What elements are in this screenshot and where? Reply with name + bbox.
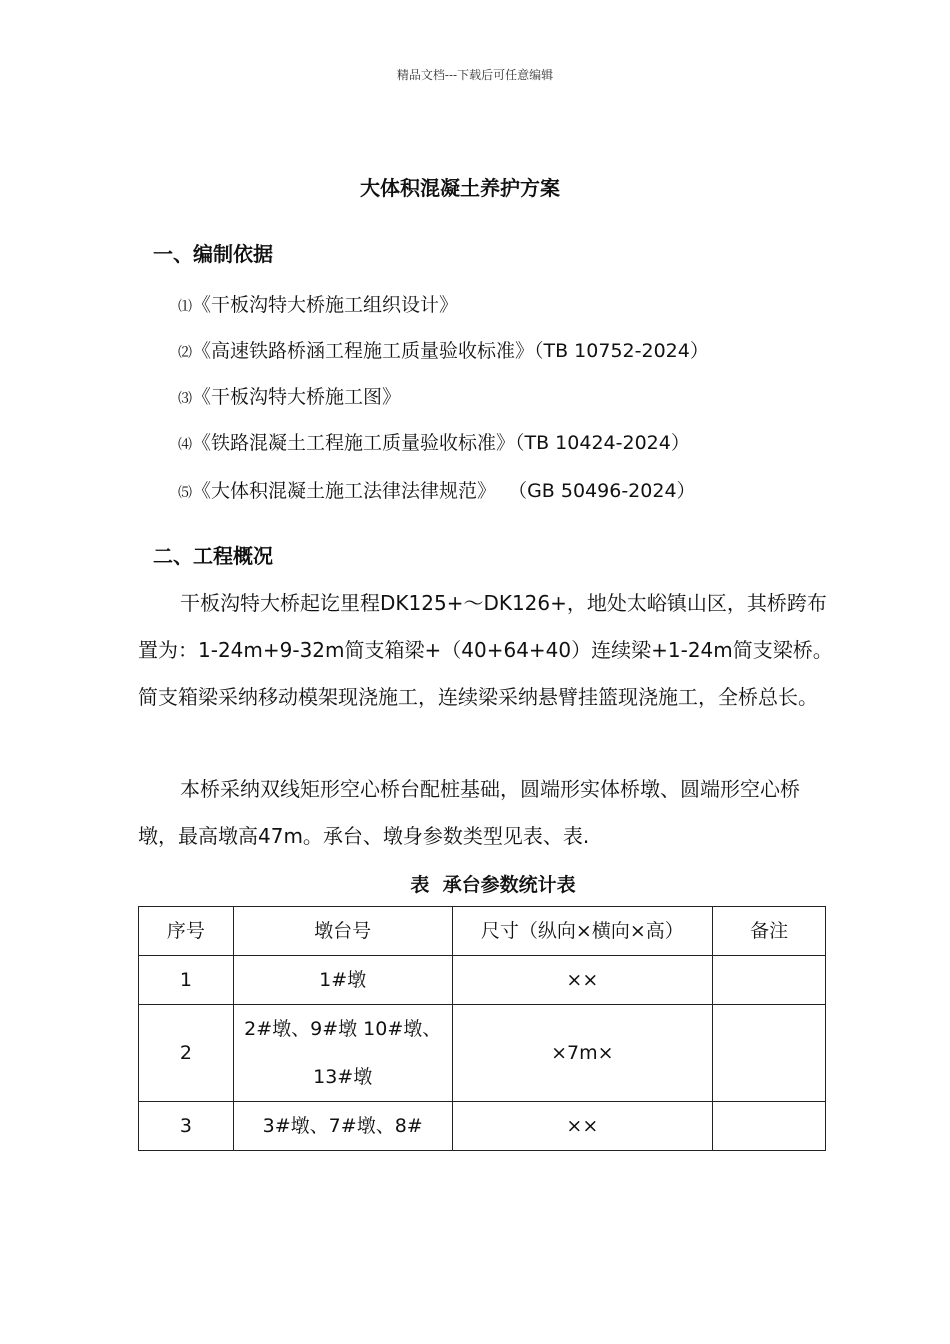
overview-paragraph-2: 本桥采纳双线矩形空心桥台配桩基础，圆端形实体桥墩、圆端形空心桥墩，最高墩高47m。承台、墩身参数类型见表、表. [138,777,800,848]
reference-number: ⑴ [178,299,192,315]
table-cell [713,1102,826,1151]
reference-text: 《大体积混凝土施工法律法律规范》 （GB 50496-2024） [192,480,696,502]
table-caption: 表 承台参数统计表 [410,874,576,896]
reference-number: ⑸ [178,485,192,501]
header-cell-pier: 墩台号 [233,907,452,956]
header-cell-size: 尺寸（纵向×横向×高） [452,907,713,956]
reference-item-1 [178,290,458,317]
table-cell: ×× [452,956,713,1005]
header-cell-remarks: 备注 [713,907,826,956]
table-cell: 3#墩、7#墩、8# [233,1102,452,1151]
reference-item-2 [178,336,709,363]
pile-cap-parameter-table [138,906,826,1151]
document-title: 大体积混凝土养护方案 [360,176,560,200]
table-row [139,956,826,1005]
reference-text: 《干板沟特大桥施工图》 [192,386,402,408]
section2-heading: 二、工程概况 [153,544,273,568]
table-cell [713,1005,826,1102]
table-cell: 1 [139,956,234,1005]
header-cell-index: 序号 [139,907,234,956]
reference-item-3 [178,382,401,409]
table-cell [713,956,826,1005]
reference-item-5 [178,476,696,503]
reference-text: 《高速铁路桥涵工程施工质量验收标准》（TB 10752-2024） [192,340,709,362]
reference-item-4 [178,428,690,455]
table-header-row [139,907,826,956]
reference-number: ⑷ [178,437,192,453]
reference-text: 《铁路混凝土工程施工质量验收标准》（TB 10424-2024） [192,432,690,454]
reference-text: 《干板沟特大桥施工组织设计》 [192,294,459,316]
table-cell: 1#墩 [233,956,452,1005]
table-cell: 2#墩、9#墩 10#墩、13#墩 [233,1005,452,1102]
overview-paragraph-1: 干板沟特大桥起讫里程DK125+～DK126+，地处太峪镇山区，其桥跨布置为：1-24m+9-32m简支箱梁+（40+64+40）连续梁+1-24m简支梁桥。简支箱梁采纳移动模架现浇施工，连续梁采纳悬臂挂篮现浇施工，全桥总长。 [138,591,833,709]
reference-number: ⑶ [178,391,192,407]
table-cell: ×7m× [452,1005,713,1102]
table-row [139,1102,826,1151]
table-cell: 3 [139,1102,234,1151]
table-cell: 2 [139,1005,234,1102]
table-row [139,1005,826,1102]
page-header: 精品文档---下载后可任意编辑 [396,68,554,82]
table-cell: ×× [452,1102,713,1151]
section1-heading: 一、编制依据 [153,242,273,266]
reference-number: ⑵ [178,345,192,361]
